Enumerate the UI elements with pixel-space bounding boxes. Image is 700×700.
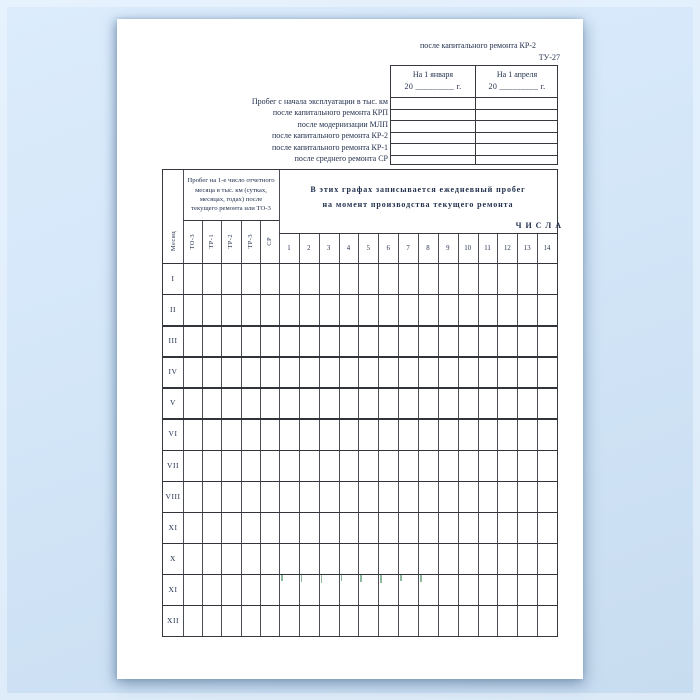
month-row-line <box>163 450 557 451</box>
month-row-label: V <box>170 398 176 408</box>
scan-artifact-mark <box>360 575 362 582</box>
month-row-label: X <box>170 553 176 563</box>
month-row-label: VII <box>167 460 179 470</box>
repair-column-header <box>183 220 202 263</box>
day-number-cell: 12 <box>503 244 511 252</box>
summary-row-line <box>391 109 557 110</box>
daily-mileage-note-line1: В этих графах записывается ежедневный пробег <box>310 185 526 194</box>
summary-col-april-year: 20 _________ г. <box>488 82 546 91</box>
scan-artifact-mark <box>341 575 343 581</box>
scan-artifact-mark <box>400 575 402 581</box>
month-row-line <box>163 605 557 606</box>
day-number-cell: 11 <box>484 244 491 252</box>
repair-column-header <box>221 220 240 263</box>
corner-note: Пробег на 1-е число отчетного месяца в тыс. км (сутках, месяцах, годах) после текущего ремонта или ТО-3 <box>187 177 275 213</box>
scan-artifact-mark <box>380 575 382 583</box>
summary-row-line <box>391 132 557 133</box>
repair-column-header-text: ТО-3 <box>189 233 197 250</box>
day-number-cell: 7 <box>406 244 410 252</box>
month-row-label: XI <box>168 584 178 594</box>
month-column-header-text: Месяц <box>169 231 177 252</box>
scan-artifact-mark <box>321 575 323 583</box>
summary-col-april-header <box>475 69 559 93</box>
continuation-note: после капитального ремонта КР-2 <box>419 41 536 50</box>
repair-column-header <box>241 220 260 263</box>
repair-column-header-text: ТР-1 <box>208 234 216 249</box>
scanned-form-page <box>117 19 583 679</box>
month-row-label: I <box>171 274 175 284</box>
month-row-line <box>163 418 557 419</box>
summary-row-line <box>391 155 557 156</box>
summary-row-line <box>391 143 557 144</box>
day-number-cell: 9 <box>446 244 450 252</box>
day-number-cell: 3 <box>326 244 331 252</box>
summary-col-january-title: На 1 января <box>412 70 454 79</box>
day-number-cell: 4 <box>346 244 351 252</box>
month-row-line <box>163 356 557 357</box>
month-row-label: XI <box>168 522 178 532</box>
summary-row-line <box>391 120 557 121</box>
month-row-label: II <box>170 305 176 315</box>
month-row-label: VIII <box>165 491 181 501</box>
summary-row-label: после капитального ремонта КР-1 <box>271 142 388 152</box>
summary-col-january-header <box>391 69 475 93</box>
summary-row-label: Пробег с начала эксплуатации в тыс. км <box>251 96 388 106</box>
month-row-label: IV <box>168 367 178 377</box>
day-number-cell: 14 <box>543 244 551 252</box>
scan-artifact-mark <box>281 575 283 581</box>
month-row-line <box>163 387 557 388</box>
month-row-line <box>163 325 557 326</box>
day-number-cell: 2 <box>307 244 311 252</box>
month-row-label: VI <box>168 429 178 439</box>
daily-mileage-note <box>279 182 557 212</box>
day-number-cell: 8 <box>426 244 430 252</box>
repair-column-header-text: ТР-2 <box>227 234 235 249</box>
month-row-label: III <box>168 336 178 346</box>
monthly-mileage-table <box>162 169 565 637</box>
summary-row-label: после капитального ремонта КР-2 <box>271 131 388 141</box>
day-number-cell: 5 <box>366 244 371 252</box>
summary-row-label: после капитального ремонта КРП <box>272 108 388 118</box>
summary-row-label: после среднего ремонта СР <box>294 154 388 164</box>
form-code-label: ТУ-27 <box>538 53 560 62</box>
month-column-header <box>163 220 183 263</box>
mileage-summary-table <box>390 65 558 165</box>
daily-mileage-note-line2: на момент производства текущего ремонта <box>322 200 514 209</box>
scan-artifact-mark <box>301 575 303 582</box>
day-number-cell: 10 <box>464 244 472 252</box>
month-row-line <box>163 481 557 482</box>
month-row-line <box>163 294 557 295</box>
scan-artifact-mark <box>420 575 422 582</box>
repair-column-header-text: СР <box>265 237 273 246</box>
day-number-cell: 6 <box>386 244 390 252</box>
repair-column-header-text: ТР-3 <box>246 234 254 249</box>
repair-column-header <box>202 220 221 263</box>
month-row-label: XII <box>167 615 179 625</box>
days-label: ЧИСЛА <box>515 221 565 230</box>
summary-row-label: после модернизации МЛП <box>297 119 388 129</box>
day-number-cell: 13 <box>523 244 531 252</box>
repair-column-header <box>260 220 279 263</box>
month-row-line <box>163 512 557 513</box>
header-bottom-line <box>163 263 557 264</box>
summary-col-january-year: 20 _________ г. <box>404 82 462 91</box>
month-row-line <box>163 543 557 544</box>
day-number-cell: 1 <box>287 244 291 252</box>
summary-header-underline <box>391 97 557 98</box>
summary-col-april-title: На 1 апреля <box>496 70 538 79</box>
